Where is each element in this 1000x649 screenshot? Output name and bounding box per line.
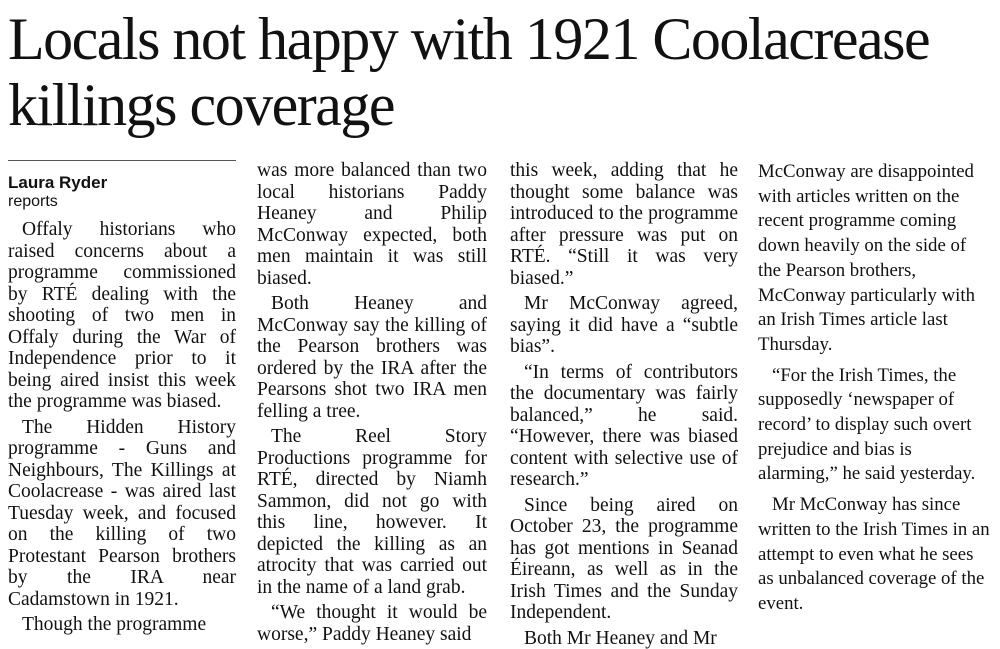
paragraph: “For the Irish Times, the supposedly ‘newspaper of record’ to display such overt prejudice and bias is alarming,” he said yesterday. — [758, 364, 990, 488]
paragraph: McConway are disappointed with articles written on the recent programme coming down heavily on the side of the Pearson brothers, McConway particularly with an Irish Times article last Thursday. — [758, 160, 990, 358]
author-name: Laura Ryder — [8, 173, 236, 193]
paragraph: Though the programme — [8, 614, 236, 636]
headline: Locals not happy with 1921 Coolacrease killings coverage — [8, 6, 992, 138]
paragraph: “In terms of contributors the documentary was fairly balanced,” he said. “However, there was biased content with selective use of research.” — [510, 362, 738, 491]
paragraph: this week, adding that he thought some balance was introduced to the programme after pressure was put on RTÉ. “Still it was very biased.” — [510, 160, 738, 289]
byline — [8, 160, 236, 211]
author-role: reports — [8, 193, 236, 211]
paragraph: Both Heaney and McConway say the killing of the Pearson brothers was ordered by the IRA after the Pearsons shot two IRA men felling a tree. — [257, 293, 487, 422]
article-column-4 — [758, 160, 990, 600]
paragraph: Both Mr Heaney and Mr — [510, 628, 738, 649]
paragraph: Mr McConway has since written to the Irish Times in an attempt to even what he sees as unbalanced coverage of the event. — [758, 493, 990, 617]
paragraph: was more balanced than two local historians Paddy Heaney and Philip McConway expected, both men maintain it was still biased. — [257, 160, 487, 289]
paragraph: Since being aired on October 23, the programme has got mentions in Seanad Éireann, as well as in the Irish Times and the Sunday Independent. — [510, 495, 738, 624]
paragraph: Mr McConway agreed, saying it did have a “subtle bias”. — [510, 293, 738, 358]
paragraph: “We thought it would be worse,” Paddy Heaney said — [257, 602, 487, 645]
article-column-2 — [257, 160, 487, 600]
paragraph: The Reel Story Productions programme for RTÉ, directed by Niamh Sammon, did not go with this line, however. It depicted the killing as an atrocity that was carried out in the name of a land grab. — [257, 426, 487, 598]
paragraph: The Hidden History programme - Guns and Neighbours, The Killings at Coolacrease - was aired last Tuesday week, and focused on the killing of two Protestant Pearson brothers by the IRA near Cadamstown in 1921. — [8, 417, 236, 611]
article-column-1 — [8, 160, 236, 600]
paragraph: Offaly historians who raised concerns about a programme commissioned by RTÉ dealing with the shooting of two men in Offaly during the War of Independence prior to it being aired insist this week the programme was biased. — [8, 219, 236, 413]
article-column-3 — [510, 160, 738, 600]
